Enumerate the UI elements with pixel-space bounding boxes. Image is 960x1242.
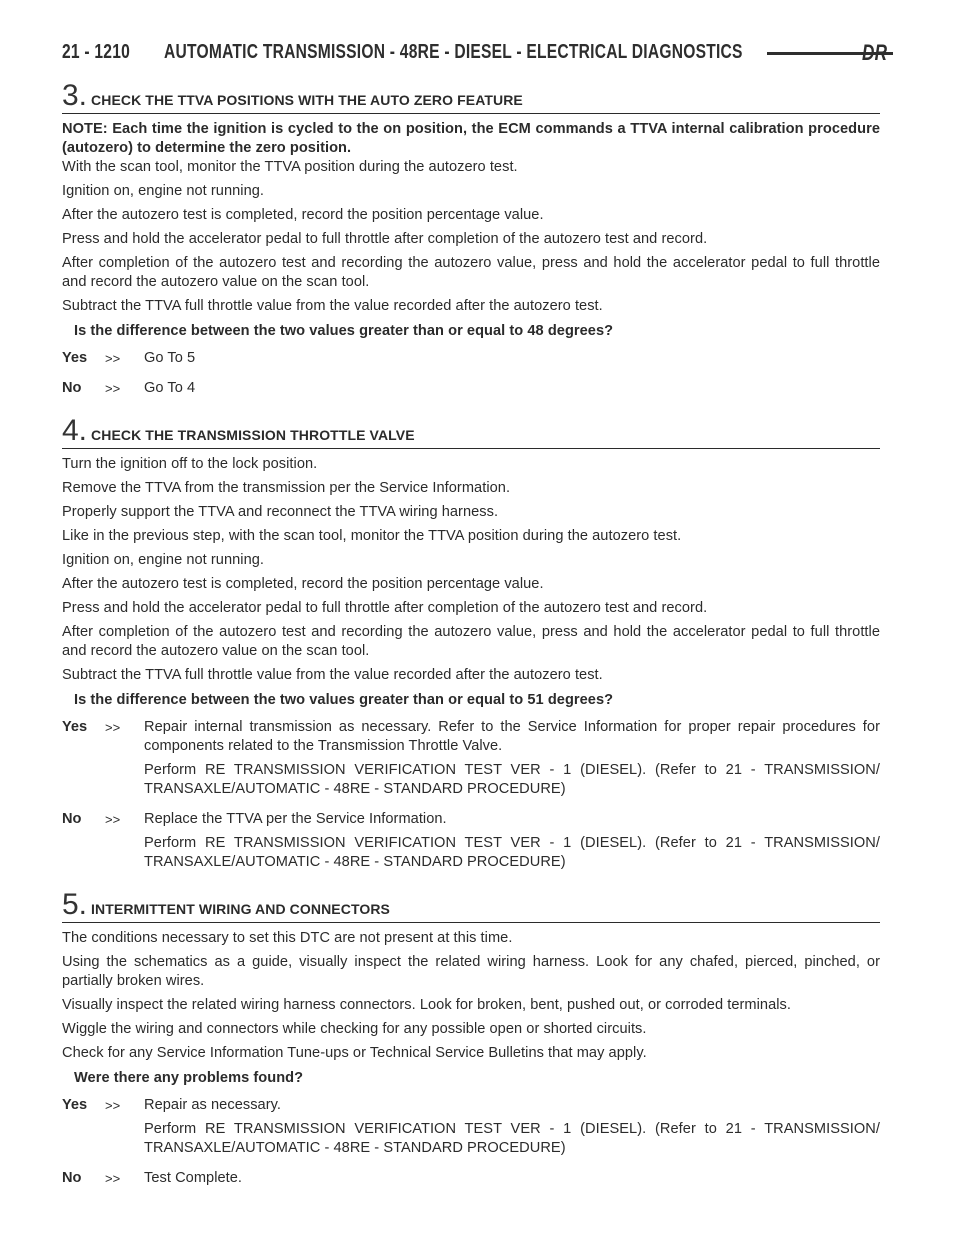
answer-text: Replace the TTVA per the Service Information.: [144, 811, 447, 827]
instruction: Ignition on, engine not running.: [62, 183, 265, 199]
answer-yes: [62, 349, 880, 373]
instruction: Like in the previous step, with the scan tool, monitor the TTVA position during the autozero test.: [62, 528, 682, 544]
step-title: INTERMITTENT WIRING AND CONNECTORS: [91, 901, 390, 917]
yes-label: Yes: [62, 1097, 88, 1113]
answer-text: Go To 4: [144, 380, 196, 396]
answer-text: Repair internal transmission as necessary. Refer to the Service Information for proper repair procedures for components related to the Transmission Throttle Valve.: [144, 719, 880, 754]
instruction: Using the schematics as a guide, visually inspect the related wiring harness. Look for any chafed, pierced, pinched, or partially broken wires.: [62, 954, 880, 989]
step-heading: [62, 79, 880, 114]
instruction: After completion of the autozero test and recording the autozero value, press and hold the accelerator pedal to full throttle and record the autozero value on the scan tool.: [62, 624, 880, 659]
no-label: No: [62, 380, 82, 396]
note-text: NOTE: Each time the ignition is cycled to the on position, the ECM commands a TTVA internal calibration procedure (autozero) to determine the zero position.: [62, 121, 880, 156]
step-4: [62, 414, 880, 877]
arrow-icon: >>: [105, 381, 121, 396]
instruction: Press and hold the accelerator pedal to full throttle after completion of the autozero test and record.: [62, 231, 708, 247]
answer-no: [62, 810, 880, 877]
decision-question: Is the difference between the two values greater than or equal to 51 degrees?: [74, 692, 614, 708]
answer-text: Perform RE TRANSMISSION VERIFICATION TEST VER - 1 (DIESEL). (Refer to 21 - TRANSMISSION/ TRANSAXLE/AUTOMATIC - 48RE - STANDARD PROCEDURE): [144, 835, 880, 870]
no-label: No: [62, 811, 82, 827]
step-heading: [62, 414, 880, 449]
instruction: Subtract the TTVA full throttle value from the value recorded after the autozero test.: [62, 298, 603, 314]
page-number: 21 - 1210: [62, 40, 131, 63]
step-title: CHECK THE TTVA POSITIONS WITH THE AUTO ZERO FEATURE: [91, 92, 523, 108]
answer-text: Go To 5: [144, 350, 196, 366]
instruction: After the autozero test is completed, record the position percentage value.: [62, 576, 544, 592]
answer-yes: [62, 718, 880, 804]
instruction: Subtract the TTVA full throttle value from the value recorded after the autozero test.: [62, 667, 603, 683]
instruction: Visually inspect the related wiring harness connectors. Look for broken, bent, pushed out, or corroded terminals.: [62, 997, 791, 1013]
model-code: DR: [861, 40, 887, 65]
procedure-content: [62, 79, 880, 1207]
step-number: 3.: [62, 79, 88, 112]
instruction: Remove the TTVA from the transmission per the Service Information.: [62, 480, 511, 496]
yes-label: Yes: [62, 350, 88, 366]
decision-question: Were there any problems found?: [74, 1070, 304, 1086]
section-title: AUTOMATIC TRANSMISSION - 48RE - DIESEL - ELECTRICAL DIAGNOSTICS: [164, 40, 743, 63]
decision-question: Is the difference between the two values greater than or equal to 48 degrees?: [74, 323, 614, 339]
step-number: 4.: [62, 414, 88, 447]
instruction: Check for any Service Information Tune-ups or Technical Service Bulletins that may apply.: [62, 1045, 647, 1061]
instruction: Ignition on, engine not running.: [62, 552, 265, 568]
instruction: The conditions necessary to set this DTC are not present at this time.: [62, 930, 513, 946]
running-header: [62, 36, 887, 68]
answer-text: Repair as necessary.: [144, 1097, 281, 1113]
instruction: Turn the ignition off to the lock position.: [62, 456, 318, 472]
instruction: Wiggle the wiring and connectors while checking for any possible open or shorted circuits.: [62, 1021, 647, 1037]
instruction: Properly support the TTVA and reconnect the TTVA wiring harness.: [62, 504, 499, 520]
arrow-icon: >>: [105, 720, 121, 735]
step-3: [62, 79, 880, 403]
answer-no: [62, 1169, 880, 1193]
answer-text: Perform RE TRANSMISSION VERIFICATION TEST VER - 1 (DIESEL). (Refer to 21 - TRANSMISSION/ TRANSAXLE/AUTOMATIC - 48RE - STANDARD PROCEDURE): [144, 762, 880, 797]
instruction: Press and hold the accelerator pedal to full throttle after completion of the autozero test and record.: [62, 600, 708, 616]
step-5: [62, 888, 880, 1193]
arrow-icon: >>: [105, 1098, 121, 1113]
arrow-icon: >>: [105, 812, 121, 827]
answer-text: Perform RE TRANSMISSION VERIFICATION TEST VER - 1 (DIESEL). (Refer to 21 - TRANSMISSION/ TRANSAXLE/AUTOMATIC - 48RE - STANDARD PROCEDURE): [144, 1121, 880, 1156]
answer-yes: [62, 1096, 880, 1163]
step-title: CHECK THE TRANSMISSION THROTTLE VALVE: [91, 427, 415, 443]
instruction: After the autozero test is completed, record the position percentage value.: [62, 207, 544, 223]
yes-label: Yes: [62, 719, 88, 735]
answer-text: Test Complete.: [144, 1170, 243, 1186]
arrow-icon: >>: [105, 351, 121, 366]
no-label: No: [62, 1170, 82, 1186]
arrow-icon: >>: [105, 1171, 121, 1186]
instruction: With the scan tool, monitor the TTVA position during the autozero test.: [62, 159, 518, 175]
instruction: After completion of the autozero test and recording the autozero value, press and hold the accelerator pedal to full throttle and record the autozero value on the scan tool.: [62, 255, 880, 290]
step-number: 5.: [62, 888, 88, 921]
answer-no: [62, 379, 880, 403]
step-heading: [62, 888, 880, 923]
